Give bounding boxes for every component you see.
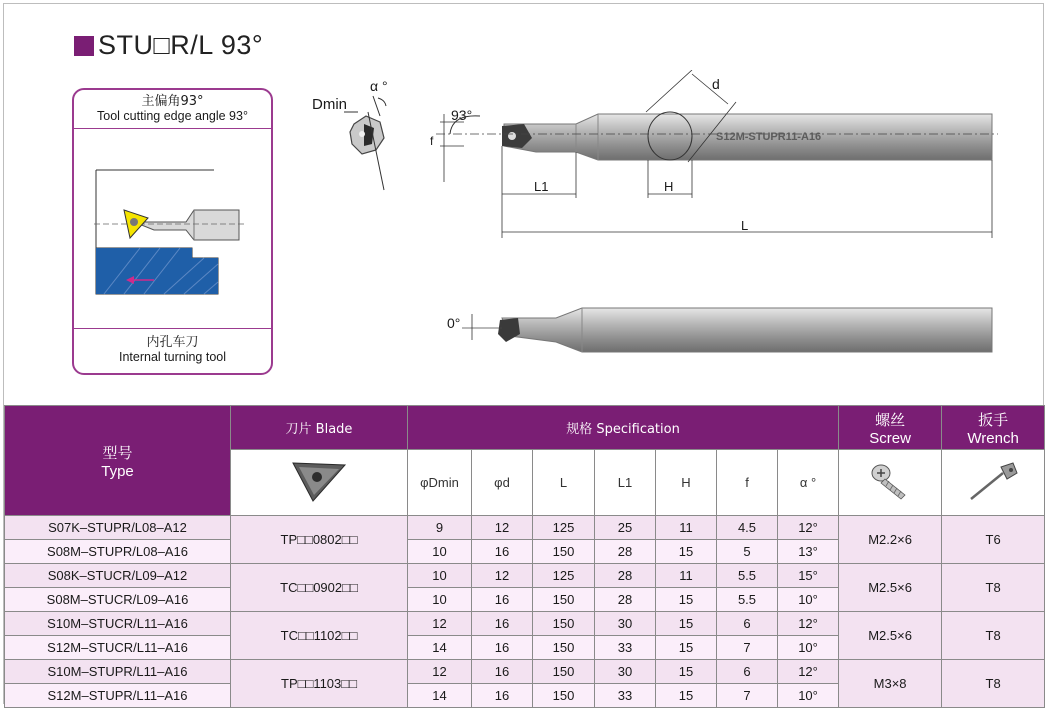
spec-cell: 28 — [595, 564, 656, 588]
l1-label: L1 — [534, 179, 549, 194]
spec-cell: 12° — [778, 516, 839, 540]
spec-cell: 125 — [533, 516, 595, 540]
screw-cell: M2.5×6 — [839, 564, 942, 612]
spec-cell: 14 — [408, 636, 472, 660]
spec-cell: 30 — [595, 612, 656, 636]
spec-cell: 28 — [595, 540, 656, 564]
type-cell: S08M–STUPR/L08–A16 — [5, 540, 231, 564]
spec-cell: 16 — [472, 612, 533, 636]
blade-insert-image — [231, 450, 408, 516]
illustration-panel — [72, 88, 273, 375]
spec-header: 规格 Specification — [408, 406, 839, 450]
screw-header-en: Screw — [869, 429, 911, 447]
type-cell: S07K–STUPR/L08–A12 — [5, 516, 231, 540]
title-square-icon — [74, 36, 94, 56]
spec-cell: 150 — [533, 636, 595, 660]
dmin-label: Dmin — [312, 96, 348, 113]
spec-cell: 150 — [533, 612, 595, 636]
col-h: H — [656, 450, 717, 516]
type-header-cn: 型号 — [102, 443, 133, 462]
spec-cell: 7 — [717, 636, 778, 660]
spec-cell: 5 — [717, 540, 778, 564]
screw-cell: M3×8 — [839, 660, 942, 708]
spec-cell: 150 — [533, 540, 595, 564]
table-row — [5, 612, 1045, 636]
spec-cell: 15° — [778, 564, 839, 588]
screw-header — [839, 406, 942, 450]
spec-cell: 15 — [656, 612, 717, 636]
spec-table-body — [5, 406, 1045, 708]
spec-cell: 14 — [408, 684, 472, 708]
type-cell: S12M–STUPR/L11–A16 — [5, 684, 231, 708]
type-cell: S08M–STUCR/L09–A16 — [5, 588, 231, 612]
spec-cell: 5.5 — [717, 588, 778, 612]
wrench-header-en: Wrench — [967, 429, 1019, 447]
panel-top-en: Tool cutting edge angle 93° — [97, 109, 248, 123]
spec-cell: 5.5 — [717, 564, 778, 588]
title-text: STU□R/L 93° — [98, 30, 264, 60]
panel-header — [74, 90, 271, 129]
type-header-en: Type — [101, 462, 134, 480]
wrench-image — [942, 450, 1045, 516]
col-alpha: α ° — [778, 450, 839, 516]
d-label: d — [712, 76, 720, 92]
spec-cell: 12° — [778, 660, 839, 684]
page-title — [74, 30, 263, 61]
col-f: f — [717, 450, 778, 516]
spec-cell: 25 — [595, 516, 656, 540]
spec-cell: 15 — [656, 660, 717, 684]
col-l: L — [533, 450, 595, 516]
spec-cell: 7 — [717, 684, 778, 708]
table-row — [5, 660, 1045, 684]
type-cell: S12M–STUCR/L11–A16 — [5, 636, 231, 660]
wrench-header-cn: 扳手 — [978, 410, 1009, 429]
spec-cell: 30 — [595, 660, 656, 684]
spec-cell: 12 — [408, 660, 472, 684]
wrench-cell: T8 — [942, 612, 1045, 660]
spec-cell: 150 — [533, 684, 595, 708]
h-label: H — [664, 179, 674, 194]
tool-top-view — [462, 300, 998, 360]
type-cell: S08K–STUCR/L09–A12 — [5, 564, 231, 588]
spec-cell: 16 — [472, 540, 533, 564]
type-header — [5, 406, 231, 516]
spec-cell: 15 — [656, 684, 717, 708]
wrench-header — [942, 406, 1045, 450]
spec-cell: 16 — [472, 660, 533, 684]
screw-header-cn: 螺丝 — [875, 410, 906, 429]
spec-cell: 9 — [408, 516, 472, 540]
f-label: f — [430, 134, 434, 148]
spec-cell: 10° — [778, 684, 839, 708]
spec-cell: 28 — [595, 588, 656, 612]
type-cell: S10M–STUCR/L11–A16 — [5, 612, 231, 636]
screw-image — [839, 450, 942, 516]
spec-cell: 10° — [778, 636, 839, 660]
l-label: L — [741, 218, 749, 233]
spec-cell: 6 — [717, 612, 778, 636]
table-row — [5, 516, 1045, 540]
blade-cell: TC□□1102□□ — [231, 612, 408, 660]
col-d: φd — [472, 450, 533, 516]
spec-cell: 15 — [656, 540, 717, 564]
screw-icon — [865, 461, 915, 501]
spec-cell: 10 — [408, 540, 472, 564]
spec-cell: 13° — [778, 540, 839, 564]
spec-cell: 16 — [472, 636, 533, 660]
spec-table — [4, 405, 1045, 708]
wrench-icon — [965, 459, 1021, 503]
panel-footer — [74, 328, 271, 373]
spec-cell: 12 — [472, 564, 533, 588]
blade-cell: TP□□1103□□ — [231, 660, 408, 708]
col-dmin: φDmin — [408, 450, 472, 516]
tool-side-view — [436, 70, 998, 240]
spec-cell: 11 — [656, 516, 717, 540]
spec-cell: 150 — [533, 660, 595, 684]
blade-cell: TP□□0802□□ — [231, 516, 408, 564]
screw-cell: M2.2×6 — [839, 516, 942, 564]
spec-cell: 12° — [778, 612, 839, 636]
panel-top-cn: 主偏角93° — [141, 94, 204, 109]
alpha-label: α ° — [370, 78, 388, 94]
spec-cell: 12 — [408, 612, 472, 636]
table-row — [5, 564, 1045, 588]
zero-angle-label: 0° — [447, 315, 461, 331]
spec-cell: 10 — [408, 588, 472, 612]
boring-illustration — [94, 164, 254, 304]
spec-cell: 16 — [472, 684, 533, 708]
triangle-insert-icon — [289, 459, 349, 503]
end-view-drawing — [340, 86, 396, 196]
spec-cell: 10 — [408, 564, 472, 588]
spec-cell: 33 — [595, 684, 656, 708]
spec-cell: 33 — [595, 636, 656, 660]
spec-cell: 150 — [533, 588, 595, 612]
wrench-cell: T6 — [942, 516, 1045, 564]
spec-cell: 16 — [472, 588, 533, 612]
spec-cell: 6 — [717, 660, 778, 684]
blade-cell: TC□□0902□□ — [231, 564, 408, 612]
spec-cell: 10° — [778, 588, 839, 612]
tool-engraving: S12M-STUPR11-A16 — [716, 131, 822, 143]
panel-bottom-cn: 内孔车刀 — [146, 335, 199, 350]
spec-cell: 12 — [472, 516, 533, 540]
spec-cell: 11 — [656, 564, 717, 588]
spec-cell: 4.5 — [717, 516, 778, 540]
type-cell: S10M–STUPR/L11–A16 — [5, 660, 231, 684]
spec-cell: 125 — [533, 564, 595, 588]
angle-93-label: 93° — [451, 107, 473, 123]
col-l1: L1 — [595, 450, 656, 516]
screw-cell: M2.5×6 — [839, 612, 942, 660]
wrench-cell: T8 — [942, 564, 1045, 612]
spec-cell: 15 — [656, 636, 717, 660]
wrench-cell: T8 — [942, 660, 1045, 708]
spec-cell: 15 — [656, 588, 717, 612]
panel-bottom-en: Internal turning tool — [118, 350, 226, 364]
blade-header: 刀片 Blade — [231, 406, 408, 450]
